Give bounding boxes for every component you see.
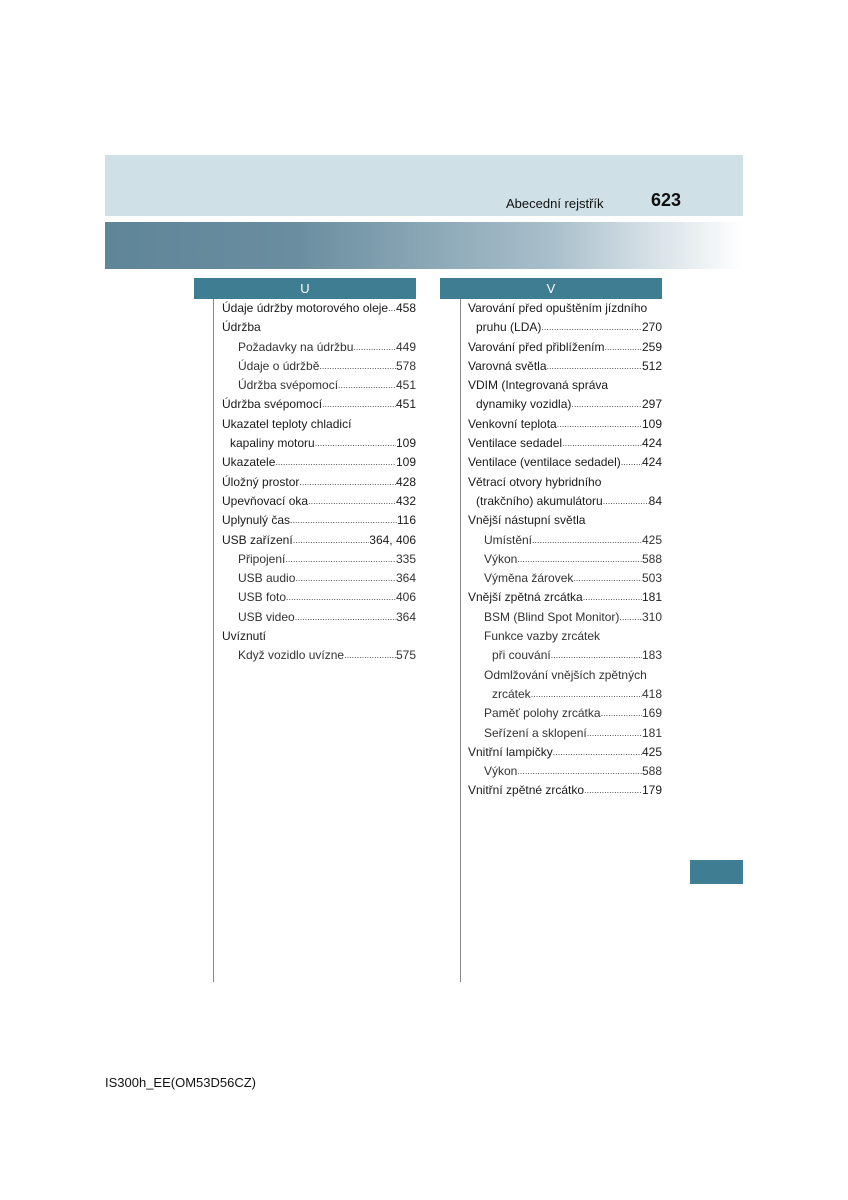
- entry-text: Uplynulý čas: [222, 513, 291, 528]
- entry-page-number: 310: [641, 609, 662, 624]
- dot-leader: [517, 550, 642, 569]
- dot-leader: [587, 724, 642, 743]
- entry-page-number: 259: [641, 339, 662, 354]
- section-title: Abecední rejstřík: [506, 196, 604, 211]
- entry-page-number: 451: [395, 397, 416, 412]
- entry-page-number: 449: [395, 339, 416, 354]
- dot-leader: [299, 473, 396, 492]
- dot-leader: [285, 550, 396, 569]
- index-entry: [468, 569, 662, 588]
- index-column-v: [468, 299, 662, 801]
- entry-text: Vnější nástupní světla: [468, 513, 586, 528]
- dot-leader: [308, 492, 396, 511]
- dot-leader: [532, 531, 642, 550]
- dot-leader: [531, 685, 642, 704]
- entry-page-number: 425: [641, 744, 662, 759]
- index-entry: [468, 685, 662, 704]
- index-entry: [222, 531, 416, 550]
- dot-leader: [562, 434, 642, 453]
- entry-page-number: 179: [641, 783, 662, 798]
- index-entry: [468, 299, 662, 318]
- dot-leader: [547, 357, 642, 376]
- entry-text: Údržba: [222, 320, 261, 335]
- entry-text: pruhu (LDA): [476, 320, 542, 335]
- index-entry: [468, 704, 662, 723]
- dot-leader: [286, 588, 396, 607]
- entry-page-number: 297: [641, 397, 662, 412]
- dot-leader: [388, 299, 396, 318]
- entry-page-number: 183: [641, 648, 662, 663]
- index-entry: [468, 357, 662, 376]
- dot-leader: [583, 588, 642, 607]
- entry-text: BSM (Blind Spot Monitor): [484, 609, 620, 624]
- entry-page-number: 364: [395, 571, 416, 586]
- index-entry: [468, 492, 662, 511]
- dot-leader: [557, 415, 642, 434]
- index-entry: [468, 550, 662, 569]
- dot-leader: [584, 781, 642, 800]
- index-entry: [222, 434, 416, 453]
- entry-text: USB foto: [238, 590, 287, 605]
- entry-text: Uvíznutí: [222, 629, 267, 644]
- dot-leader: [295, 569, 396, 588]
- index-entry: [468, 781, 662, 800]
- entry-text: Paměť polohy zrcátka: [484, 706, 601, 721]
- chapter-tab-marker: [690, 860, 743, 884]
- entry-text: dynamiky vozidla): [476, 397, 572, 412]
- dot-leader: [275, 453, 396, 472]
- entry-text: Když vozidlo uvízne: [238, 648, 345, 663]
- entry-page-number: 364: [395, 609, 416, 624]
- index-entry: [222, 569, 416, 588]
- index-column-u: [222, 299, 416, 666]
- entry-page-number: 270: [641, 320, 662, 335]
- entry-page-number: 428: [395, 474, 416, 489]
- entry-text: při couvání: [492, 648, 551, 663]
- entry-page-number: 181: [641, 725, 662, 740]
- index-entry: [222, 492, 416, 511]
- letter-heading-v: V: [440, 278, 662, 299]
- entry-text: zrcátek: [492, 686, 531, 701]
- dot-leader: [315, 434, 396, 453]
- dot-leader: [571, 395, 642, 414]
- index-entry: [468, 743, 662, 762]
- entry-page-number: 503: [641, 571, 662, 586]
- entry-text: Požadavky na údržbu: [238, 339, 354, 354]
- entry-page-number: 424: [641, 455, 662, 470]
- entry-page-number: 451: [395, 378, 416, 393]
- entry-text: VDIM (Integrovaná správa: [468, 378, 609, 393]
- dot-leader: [621, 453, 642, 472]
- entry-text: USB zařízení: [222, 532, 293, 547]
- column-divider-u: [213, 299, 214, 982]
- entry-text: (trakčního) akumulátoru: [476, 493, 603, 508]
- entry-page-number: 458: [395, 301, 416, 315]
- dot-leader: [338, 376, 396, 395]
- index-entry: [468, 627, 662, 646]
- header-gradient-band: [105, 222, 743, 269]
- entry-page-number: 169: [641, 706, 662, 721]
- index-entry: [222, 588, 416, 607]
- entry-page-number: 588: [641, 551, 662, 566]
- dot-leader: [603, 492, 649, 511]
- entry-text: Údaje o údržbě: [238, 358, 320, 373]
- entry-text: kapaliny motoru: [230, 436, 315, 451]
- index-entry: [222, 550, 416, 569]
- dot-leader: [353, 338, 396, 357]
- entry-text: Ukazatele: [222, 455, 276, 470]
- entry-text: Varování před přiblížením: [468, 339, 605, 354]
- index-entry: [468, 473, 662, 492]
- entry-page-number: 181: [641, 590, 662, 605]
- index-entry: [222, 627, 416, 646]
- footer-code: IS300h_EE(OM53D56CZ): [105, 1075, 257, 1090]
- index-entry: [222, 453, 416, 472]
- entry-text: Údržba svépomocí: [238, 378, 339, 393]
- entry-text: Údaje údržby motorového oleje: [222, 301, 389, 315]
- entry-page-number: 109: [395, 455, 416, 470]
- index-entry: [222, 511, 416, 530]
- entry-text: Úložný prostor: [222, 474, 300, 489]
- letter-heading-u: U: [194, 278, 416, 299]
- entry-page-number: 84: [648, 493, 662, 508]
- entry-page-number: 578: [395, 358, 416, 373]
- entry-page-number: 109: [641, 416, 662, 431]
- entry-page-number: 406: [395, 590, 416, 605]
- entry-page-number: 588: [641, 764, 662, 779]
- index-entry: [468, 453, 662, 472]
- index-entry: [468, 376, 662, 395]
- index-entry: [222, 415, 416, 434]
- index-entry: [222, 357, 416, 376]
- entry-text: Varování před opuštěním jízdního: [468, 301, 648, 315]
- dot-leader: [553, 743, 642, 762]
- index-entry: [468, 666, 662, 685]
- entry-text: Varovná světla: [468, 358, 547, 373]
- entry-text: Připojení: [238, 551, 286, 566]
- dot-leader: [551, 646, 642, 665]
- entry-text: Vnitřní lampičky: [468, 744, 553, 759]
- entry-page-number: 418: [641, 686, 662, 701]
- index-entry: [222, 608, 416, 627]
- index-entry: [468, 415, 662, 434]
- entry-text: Seřízení a sklopení: [484, 725, 587, 740]
- index-entry: [468, 762, 662, 781]
- index-entry: [222, 338, 416, 357]
- dot-leader: [293, 531, 370, 550]
- entry-page-number: 364, 406: [369, 532, 416, 547]
- dot-leader: [601, 704, 642, 723]
- dot-leader: [295, 608, 396, 627]
- page-number: 623: [651, 190, 682, 210]
- entry-page-number: 575: [395, 648, 416, 663]
- index-entry: [222, 376, 416, 395]
- dot-leader: [290, 511, 397, 530]
- entry-text: USB video: [238, 609, 295, 624]
- entry-text: Vnější zpětná zrcátka: [468, 590, 583, 605]
- entry-text: Ventilace sedadel: [468, 436, 563, 451]
- dot-leader: [319, 357, 396, 376]
- index-entry: [468, 338, 662, 357]
- header-top-band: [105, 155, 743, 216]
- dot-leader: [619, 608, 642, 627]
- index-entry: [468, 531, 662, 550]
- index-entry: [222, 318, 416, 337]
- entry-text: Údržba svépomocí: [222, 397, 323, 412]
- dot-leader: [541, 318, 642, 337]
- entry-page-number: 335: [395, 551, 416, 566]
- entry-page-number: 432: [395, 493, 416, 508]
- entry-page-number: 116: [396, 513, 416, 528]
- index-entry: [222, 395, 416, 414]
- entry-text: USB audio: [238, 571, 296, 586]
- dot-leader: [573, 569, 642, 588]
- index-entry: [468, 724, 662, 743]
- index-entry: [468, 395, 662, 414]
- dot-leader: [322, 395, 396, 414]
- entry-text: Ventilace (ventilace sedadel): [468, 455, 621, 470]
- index-entry: [468, 646, 662, 665]
- entry-text: Ukazatel teploty chladicí: [222, 416, 352, 431]
- dot-leader: [517, 762, 642, 781]
- entry-text: Větrací otvory hybridního: [468, 474, 602, 489]
- entry-text: Výkon: [484, 551, 518, 566]
- entry-text: Výměna žárovek: [484, 571, 574, 586]
- index-entry: [468, 511, 662, 530]
- entry-text: Odmlžování vnějších zpětných: [484, 667, 647, 682]
- entry-text: Výkon: [484, 764, 518, 779]
- index-entry: [222, 473, 416, 492]
- entry-text: Upevňovací oka: [222, 493, 309, 508]
- index-entry: [222, 646, 416, 665]
- entry-text: Funkce vazby zrcátek: [484, 629, 601, 644]
- index-entry: [468, 434, 662, 453]
- index-entry: [222, 299, 416, 318]
- entry-page-number: 512: [641, 358, 662, 373]
- dot-leader: [605, 338, 642, 357]
- entry-text: Vnitřní zpětné zrcátko: [468, 783, 585, 798]
- entry-text: Umístění: [484, 532, 533, 547]
- entry-page-number: 425: [641, 532, 662, 547]
- dot-leader: [344, 646, 396, 665]
- entry-text: Venkovní teplota: [468, 416, 557, 431]
- column-divider-v: [460, 299, 461, 982]
- index-entry: [468, 608, 662, 627]
- entry-page-number: 424: [641, 436, 662, 451]
- entry-page-number: 109: [395, 436, 416, 451]
- index-entry: [468, 588, 662, 607]
- index-entry: [468, 318, 662, 337]
